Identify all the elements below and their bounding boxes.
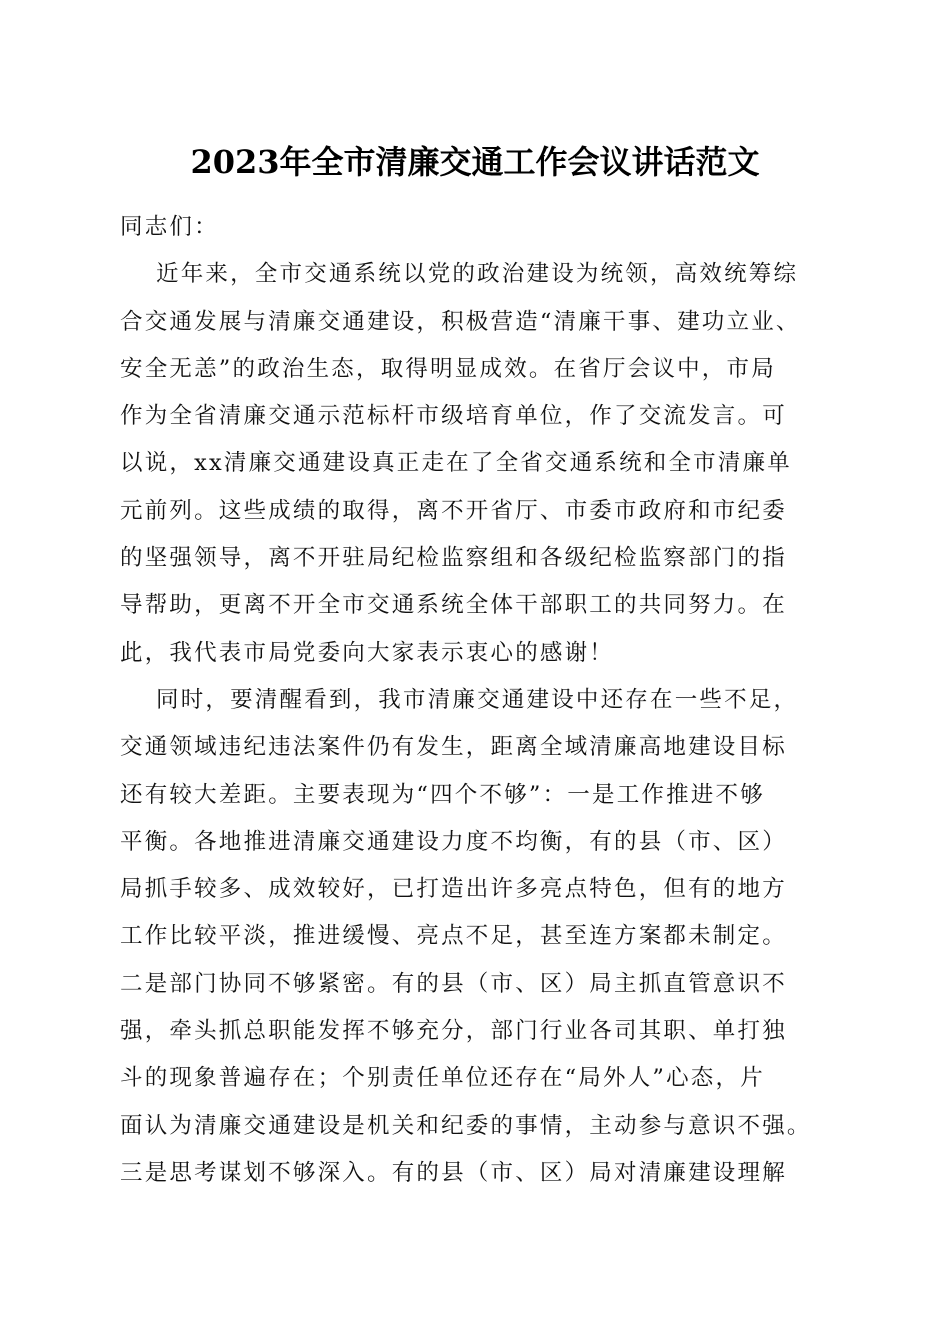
paragraph-1-line: 此，我代表市局党委向大家表示衷心的感谢！ [120,639,615,666]
paragraph-2-line: 还有较大差距。主要表现为“四个不够”：一是工作推进不够 [120,781,765,808]
paragraph-2-line: 交通领域违纪违法案件仍有发生，距离全域清廉高地建设目标 [120,734,787,761]
paragraph-2-line: 局抓手较多、成效较好，已打造出许多亮点特色，但有的地方 [120,876,787,903]
paragraph-1-line: 元前列。这些成绩的取得，离不开省厅、市委市政府和市纪委 [120,497,787,524]
paragraph-1-line: 作为全省清廉交通示范标杆市级培育单位，作了交流发言。可 [120,403,787,430]
paragraph-2-line: 二是部门协同不够紧密。有的县（市、区）局主抓直管意识不 [120,970,787,997]
paragraph-1-line: 近年来，全市交通系统以党的政治建设为统领，高效统筹综 [156,261,799,288]
paragraph-2-line: 平衡。各地推进清廉交通建设力度不均衡，有的县（市、区） [120,828,787,855]
paragraph-1-line: 安全无恙”的政治生态，取得明显成效。在省厅会议中，市局 [120,355,776,382]
document-title: 2023年全市清廉交通工作会议讲话范文 [190,143,760,181]
document-body [120,204,832,1197]
paragraph-2-line: 面认为清廉交通建设是机关和纪委的事情，主动参与意识不强。 [120,1112,812,1139]
paragraph-1-line: 合交通发展与清廉交通建设，积极营造“清廉干事、建功立业、 [120,308,801,335]
paragraph-2-line: 三是思考谋划不够深入。有的县（市、区）局对清廉建设理解 [120,1159,787,1186]
paragraph-2-line: 工作比较平淡，推进缓慢、亮点不足，甚至连方案都未制定。 [120,923,787,950]
paragraph-2-line: 斗的现象普遍存在；个别责任单位还存在“局外人”心态，片 [120,1065,765,1092]
salutation-line: 同志们： [120,214,219,240]
paragraph-1-line: 的坚强领导，离不开驻局纪检监察组和各级纪检监察部门的指 [120,545,787,572]
paragraph-2-line: 同时，要清醒看到，我市清廉交通建设中还存在一些不足， [156,686,799,713]
paragraph-2-line: 强，牵头抓总职能发挥不够充分，部门行业各司其职、单打独 [120,1018,787,1045]
paragraph-1-line: 以说，xx清廉交通建设真正走在了全省交通系统和全市清廉单 [120,450,792,477]
paragraph-1-line: 导帮助，更离不开全市交通系统全体干部职工的共同努力。在 [120,592,787,619]
